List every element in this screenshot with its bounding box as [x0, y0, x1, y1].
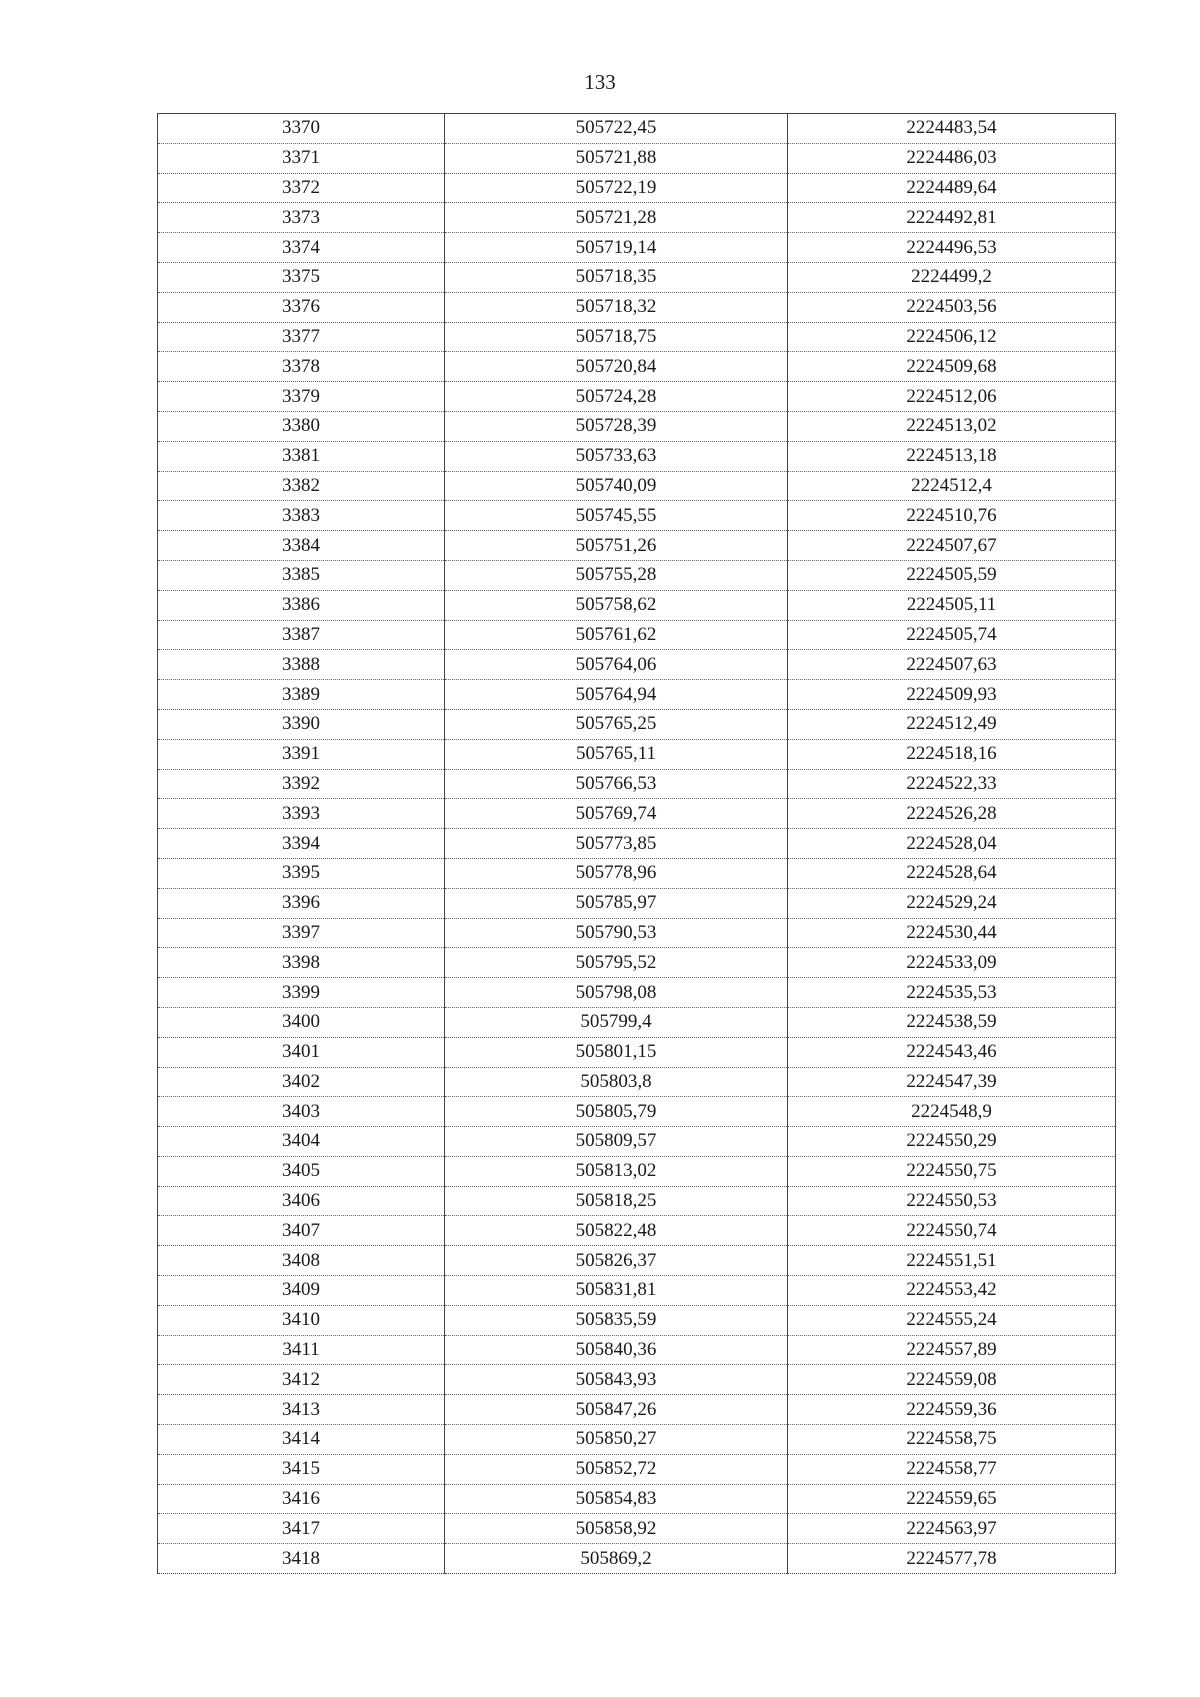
x-coordinate-cell: 505801,15	[445, 1037, 788, 1067]
table-row	[158, 978, 1116, 1008]
y-coordinate-cell: 2224557,89	[788, 1335, 1116, 1365]
point-number-cell: 3389	[158, 680, 445, 710]
y-coordinate-cell: 2224559,08	[788, 1365, 1116, 1395]
x-coordinate-cell: 505798,08	[445, 978, 788, 1008]
y-coordinate-cell: 2224505,59	[788, 560, 1116, 590]
table-row	[158, 1544, 1116, 1574]
table-row	[158, 1395, 1116, 1425]
y-coordinate-cell: 2224529,24	[788, 888, 1116, 918]
y-coordinate-cell: 2224507,63	[788, 650, 1116, 680]
x-coordinate-cell: 505822,48	[445, 1216, 788, 1246]
table-row	[158, 292, 1116, 322]
point-number-cell: 3414	[158, 1425, 445, 1455]
table-row	[158, 948, 1116, 978]
point-number-cell: 3376	[158, 292, 445, 322]
y-coordinate-cell: 2224507,67	[788, 531, 1116, 561]
point-number-cell: 3390	[158, 709, 445, 739]
x-coordinate-cell: 505740,09	[445, 471, 788, 501]
y-coordinate-cell: 2224505,74	[788, 620, 1116, 650]
x-coordinate-cell: 505785,97	[445, 888, 788, 918]
point-number-cell: 3409	[158, 1276, 445, 1306]
y-coordinate-cell: 2224505,11	[788, 590, 1116, 620]
y-coordinate-cell: 2224577,78	[788, 1544, 1116, 1574]
point-number-cell: 3384	[158, 531, 445, 561]
y-coordinate-cell: 2224489,64	[788, 173, 1116, 203]
y-coordinate-cell: 2224509,93	[788, 680, 1116, 710]
x-coordinate-cell: 505720,84	[445, 352, 788, 382]
point-number-cell: 3387	[158, 620, 445, 650]
table-row	[158, 650, 1116, 680]
point-number-cell: 3398	[158, 948, 445, 978]
x-coordinate-cell: 505809,57	[445, 1127, 788, 1157]
point-number-cell: 3373	[158, 203, 445, 233]
point-number-cell: 3403	[158, 1097, 445, 1127]
y-coordinate-cell: 2224550,29	[788, 1127, 1116, 1157]
table-row	[158, 1156, 1116, 1186]
y-coordinate-cell: 2224509,68	[788, 352, 1116, 382]
x-coordinate-cell: 505718,75	[445, 322, 788, 352]
table-row	[158, 739, 1116, 769]
point-number-cell: 3400	[158, 1007, 445, 1037]
point-number-cell: 3406	[158, 1186, 445, 1216]
point-number-cell: 3385	[158, 560, 445, 590]
table-row	[158, 1216, 1116, 1246]
point-number-cell: 3371	[158, 143, 445, 173]
point-number-cell: 3411	[158, 1335, 445, 1365]
point-number-cell: 3388	[158, 650, 445, 680]
table-row	[158, 1514, 1116, 1544]
point-number-cell: 3404	[158, 1127, 445, 1157]
x-coordinate-cell: 505769,74	[445, 799, 788, 829]
x-coordinate-cell: 505722,45	[445, 114, 788, 144]
point-number-cell: 3407	[158, 1216, 445, 1246]
point-number-cell: 3379	[158, 382, 445, 412]
x-coordinate-cell: 505722,19	[445, 173, 788, 203]
point-number-cell: 3392	[158, 769, 445, 799]
point-number-cell: 3415	[158, 1454, 445, 1484]
y-coordinate-cell: 2224512,06	[788, 382, 1116, 412]
table-row	[158, 1425, 1116, 1455]
y-coordinate-cell: 2224486,03	[788, 143, 1116, 173]
y-coordinate-cell: 2224550,74	[788, 1216, 1116, 1246]
x-coordinate-cell: 505854,83	[445, 1484, 788, 1514]
y-coordinate-cell: 2224522,33	[788, 769, 1116, 799]
table-row	[158, 471, 1116, 501]
y-coordinate-cell: 2224563,97	[788, 1514, 1116, 1544]
x-coordinate-cell: 505758,62	[445, 590, 788, 620]
y-coordinate-cell: 2224559,65	[788, 1484, 1116, 1514]
y-coordinate-cell: 2224558,77	[788, 1454, 1116, 1484]
point-number-cell: 3377	[158, 322, 445, 352]
table-row	[158, 114, 1116, 144]
table-row	[158, 709, 1116, 739]
table-row	[158, 1067, 1116, 1097]
y-coordinate-cell: 2224528,64	[788, 858, 1116, 888]
point-number-cell: 3386	[158, 590, 445, 620]
y-coordinate-cell: 2224535,53	[788, 978, 1116, 1008]
y-coordinate-cell: 2224512,4	[788, 471, 1116, 501]
point-number-cell: 3410	[158, 1305, 445, 1335]
point-number-cell: 3393	[158, 799, 445, 829]
y-coordinate-cell: 2224496,53	[788, 233, 1116, 263]
x-coordinate-cell: 505805,79	[445, 1097, 788, 1127]
table-row	[158, 1097, 1116, 1127]
x-coordinate-cell: 505843,93	[445, 1365, 788, 1395]
x-coordinate-cell: 505745,55	[445, 501, 788, 531]
y-coordinate-cell: 2224548,9	[788, 1097, 1116, 1127]
x-coordinate-cell: 505764,06	[445, 650, 788, 680]
point-number-cell: 3378	[158, 352, 445, 382]
x-coordinate-cell: 505765,11	[445, 739, 788, 769]
table-row	[158, 173, 1116, 203]
x-coordinate-cell: 505803,8	[445, 1067, 788, 1097]
point-number-cell: 3370	[158, 114, 445, 144]
table-row	[158, 590, 1116, 620]
x-coordinate-cell: 505840,36	[445, 1335, 788, 1365]
x-coordinate-cell: 505766,53	[445, 769, 788, 799]
x-coordinate-cell: 505765,25	[445, 709, 788, 739]
y-coordinate-cell: 2224550,53	[788, 1186, 1116, 1216]
table-row	[158, 1365, 1116, 1395]
x-coordinate-cell: 505795,52	[445, 948, 788, 978]
table-row	[158, 1335, 1116, 1365]
coordinates-table-body	[158, 114, 1116, 1574]
table-row	[158, 322, 1116, 352]
table-row	[158, 411, 1116, 441]
table-row	[158, 858, 1116, 888]
y-coordinate-cell: 2224547,39	[788, 1067, 1116, 1097]
table-row	[158, 620, 1116, 650]
point-number-cell: 3374	[158, 233, 445, 263]
x-coordinate-cell: 505721,28	[445, 203, 788, 233]
table-row	[158, 1454, 1116, 1484]
point-number-cell: 3417	[158, 1514, 445, 1544]
table-row	[158, 143, 1116, 173]
x-coordinate-cell: 505813,02	[445, 1156, 788, 1186]
y-coordinate-cell: 2224510,76	[788, 501, 1116, 531]
x-coordinate-cell: 505799,4	[445, 1007, 788, 1037]
y-coordinate-cell: 2224533,09	[788, 948, 1116, 978]
table-row	[158, 501, 1116, 531]
x-coordinate-cell: 505721,88	[445, 143, 788, 173]
table-row	[158, 531, 1116, 561]
x-coordinate-cell: 505718,32	[445, 292, 788, 322]
x-coordinate-cell: 505847,26	[445, 1395, 788, 1425]
point-number-cell: 3391	[158, 739, 445, 769]
x-coordinate-cell: 505733,63	[445, 441, 788, 471]
y-coordinate-cell: 2224555,24	[788, 1305, 1116, 1335]
point-number-cell: 3412	[158, 1365, 445, 1395]
x-coordinate-cell: 505724,28	[445, 382, 788, 412]
y-coordinate-cell: 2224553,42	[788, 1276, 1116, 1306]
table-row	[158, 918, 1116, 948]
point-number-cell: 3396	[158, 888, 445, 918]
x-coordinate-cell: 505858,92	[445, 1514, 788, 1544]
table-row	[158, 1007, 1116, 1037]
table-row	[158, 262, 1116, 292]
y-coordinate-cell: 2224518,16	[788, 739, 1116, 769]
table-row	[158, 560, 1116, 590]
x-coordinate-cell: 505728,39	[445, 411, 788, 441]
point-number-cell: 3416	[158, 1484, 445, 1514]
y-coordinate-cell: 2224551,51	[788, 1246, 1116, 1276]
table-row	[158, 829, 1116, 859]
y-coordinate-cell: 2224483,54	[788, 114, 1116, 144]
x-coordinate-cell: 505790,53	[445, 918, 788, 948]
table-row	[158, 888, 1116, 918]
x-coordinate-cell: 505869,2	[445, 1544, 788, 1574]
x-coordinate-cell: 505826,37	[445, 1246, 788, 1276]
x-coordinate-cell: 505852,72	[445, 1454, 788, 1484]
table-row	[158, 1186, 1116, 1216]
x-coordinate-cell: 505773,85	[445, 829, 788, 859]
y-coordinate-cell: 2224559,36	[788, 1395, 1116, 1425]
table-row	[158, 680, 1116, 710]
y-coordinate-cell: 2224530,44	[788, 918, 1116, 948]
x-coordinate-cell: 505850,27	[445, 1425, 788, 1455]
x-coordinate-cell: 505719,14	[445, 233, 788, 263]
point-number-cell: 3405	[158, 1156, 445, 1186]
y-coordinate-cell: 2224528,04	[788, 829, 1116, 859]
table-row	[158, 352, 1116, 382]
y-coordinate-cell: 2224526,28	[788, 799, 1116, 829]
table-row	[158, 1276, 1116, 1306]
table-row	[158, 1484, 1116, 1514]
y-coordinate-cell: 2224513,18	[788, 441, 1116, 471]
point-number-cell: 3380	[158, 411, 445, 441]
point-number-cell: 3382	[158, 471, 445, 501]
point-number-cell: 3401	[158, 1037, 445, 1067]
table-row	[158, 233, 1116, 263]
x-coordinate-cell: 505755,28	[445, 560, 788, 590]
x-coordinate-cell: 505751,26	[445, 531, 788, 561]
y-coordinate-cell: 2224512,49	[788, 709, 1116, 739]
table-row	[158, 769, 1116, 799]
y-coordinate-cell: 2224503,56	[788, 292, 1116, 322]
x-coordinate-cell: 505831,81	[445, 1276, 788, 1306]
x-coordinate-cell: 505761,62	[445, 620, 788, 650]
table-row	[158, 441, 1116, 471]
coordinates-table	[157, 113, 1116, 1574]
table-row	[158, 1037, 1116, 1067]
point-number-cell: 3399	[158, 978, 445, 1008]
y-coordinate-cell: 2224550,75	[788, 1156, 1116, 1186]
table-row	[158, 382, 1116, 412]
x-coordinate-cell: 505764,94	[445, 680, 788, 710]
y-coordinate-cell: 2224558,75	[788, 1425, 1116, 1455]
table-row	[158, 1127, 1116, 1157]
y-coordinate-cell: 2224499,2	[788, 262, 1116, 292]
point-number-cell: 3418	[158, 1544, 445, 1574]
x-coordinate-cell: 505778,96	[445, 858, 788, 888]
x-coordinate-cell: 505835,59	[445, 1305, 788, 1335]
point-number-cell: 3375	[158, 262, 445, 292]
page-number: 133	[584, 70, 616, 94]
point-number-cell: 3394	[158, 829, 445, 859]
point-number-cell: 3372	[158, 173, 445, 203]
point-number-cell: 3383	[158, 501, 445, 531]
table-row	[158, 799, 1116, 829]
y-coordinate-cell: 2224506,12	[788, 322, 1116, 352]
point-number-cell: 3413	[158, 1395, 445, 1425]
y-coordinate-cell: 2224513,02	[788, 411, 1116, 441]
x-coordinate-cell: 505818,25	[445, 1186, 788, 1216]
point-number-cell: 3381	[158, 441, 445, 471]
table-row	[158, 203, 1116, 233]
y-coordinate-cell: 2224538,59	[788, 1007, 1116, 1037]
point-number-cell: 3395	[158, 858, 445, 888]
table-row	[158, 1246, 1116, 1276]
y-coordinate-cell: 2224543,46	[788, 1037, 1116, 1067]
point-number-cell: 3402	[158, 1067, 445, 1097]
table-row	[158, 1305, 1116, 1335]
x-coordinate-cell: 505718,35	[445, 262, 788, 292]
point-number-cell: 3408	[158, 1246, 445, 1276]
y-coordinate-cell: 2224492,81	[788, 203, 1116, 233]
point-number-cell: 3397	[158, 918, 445, 948]
